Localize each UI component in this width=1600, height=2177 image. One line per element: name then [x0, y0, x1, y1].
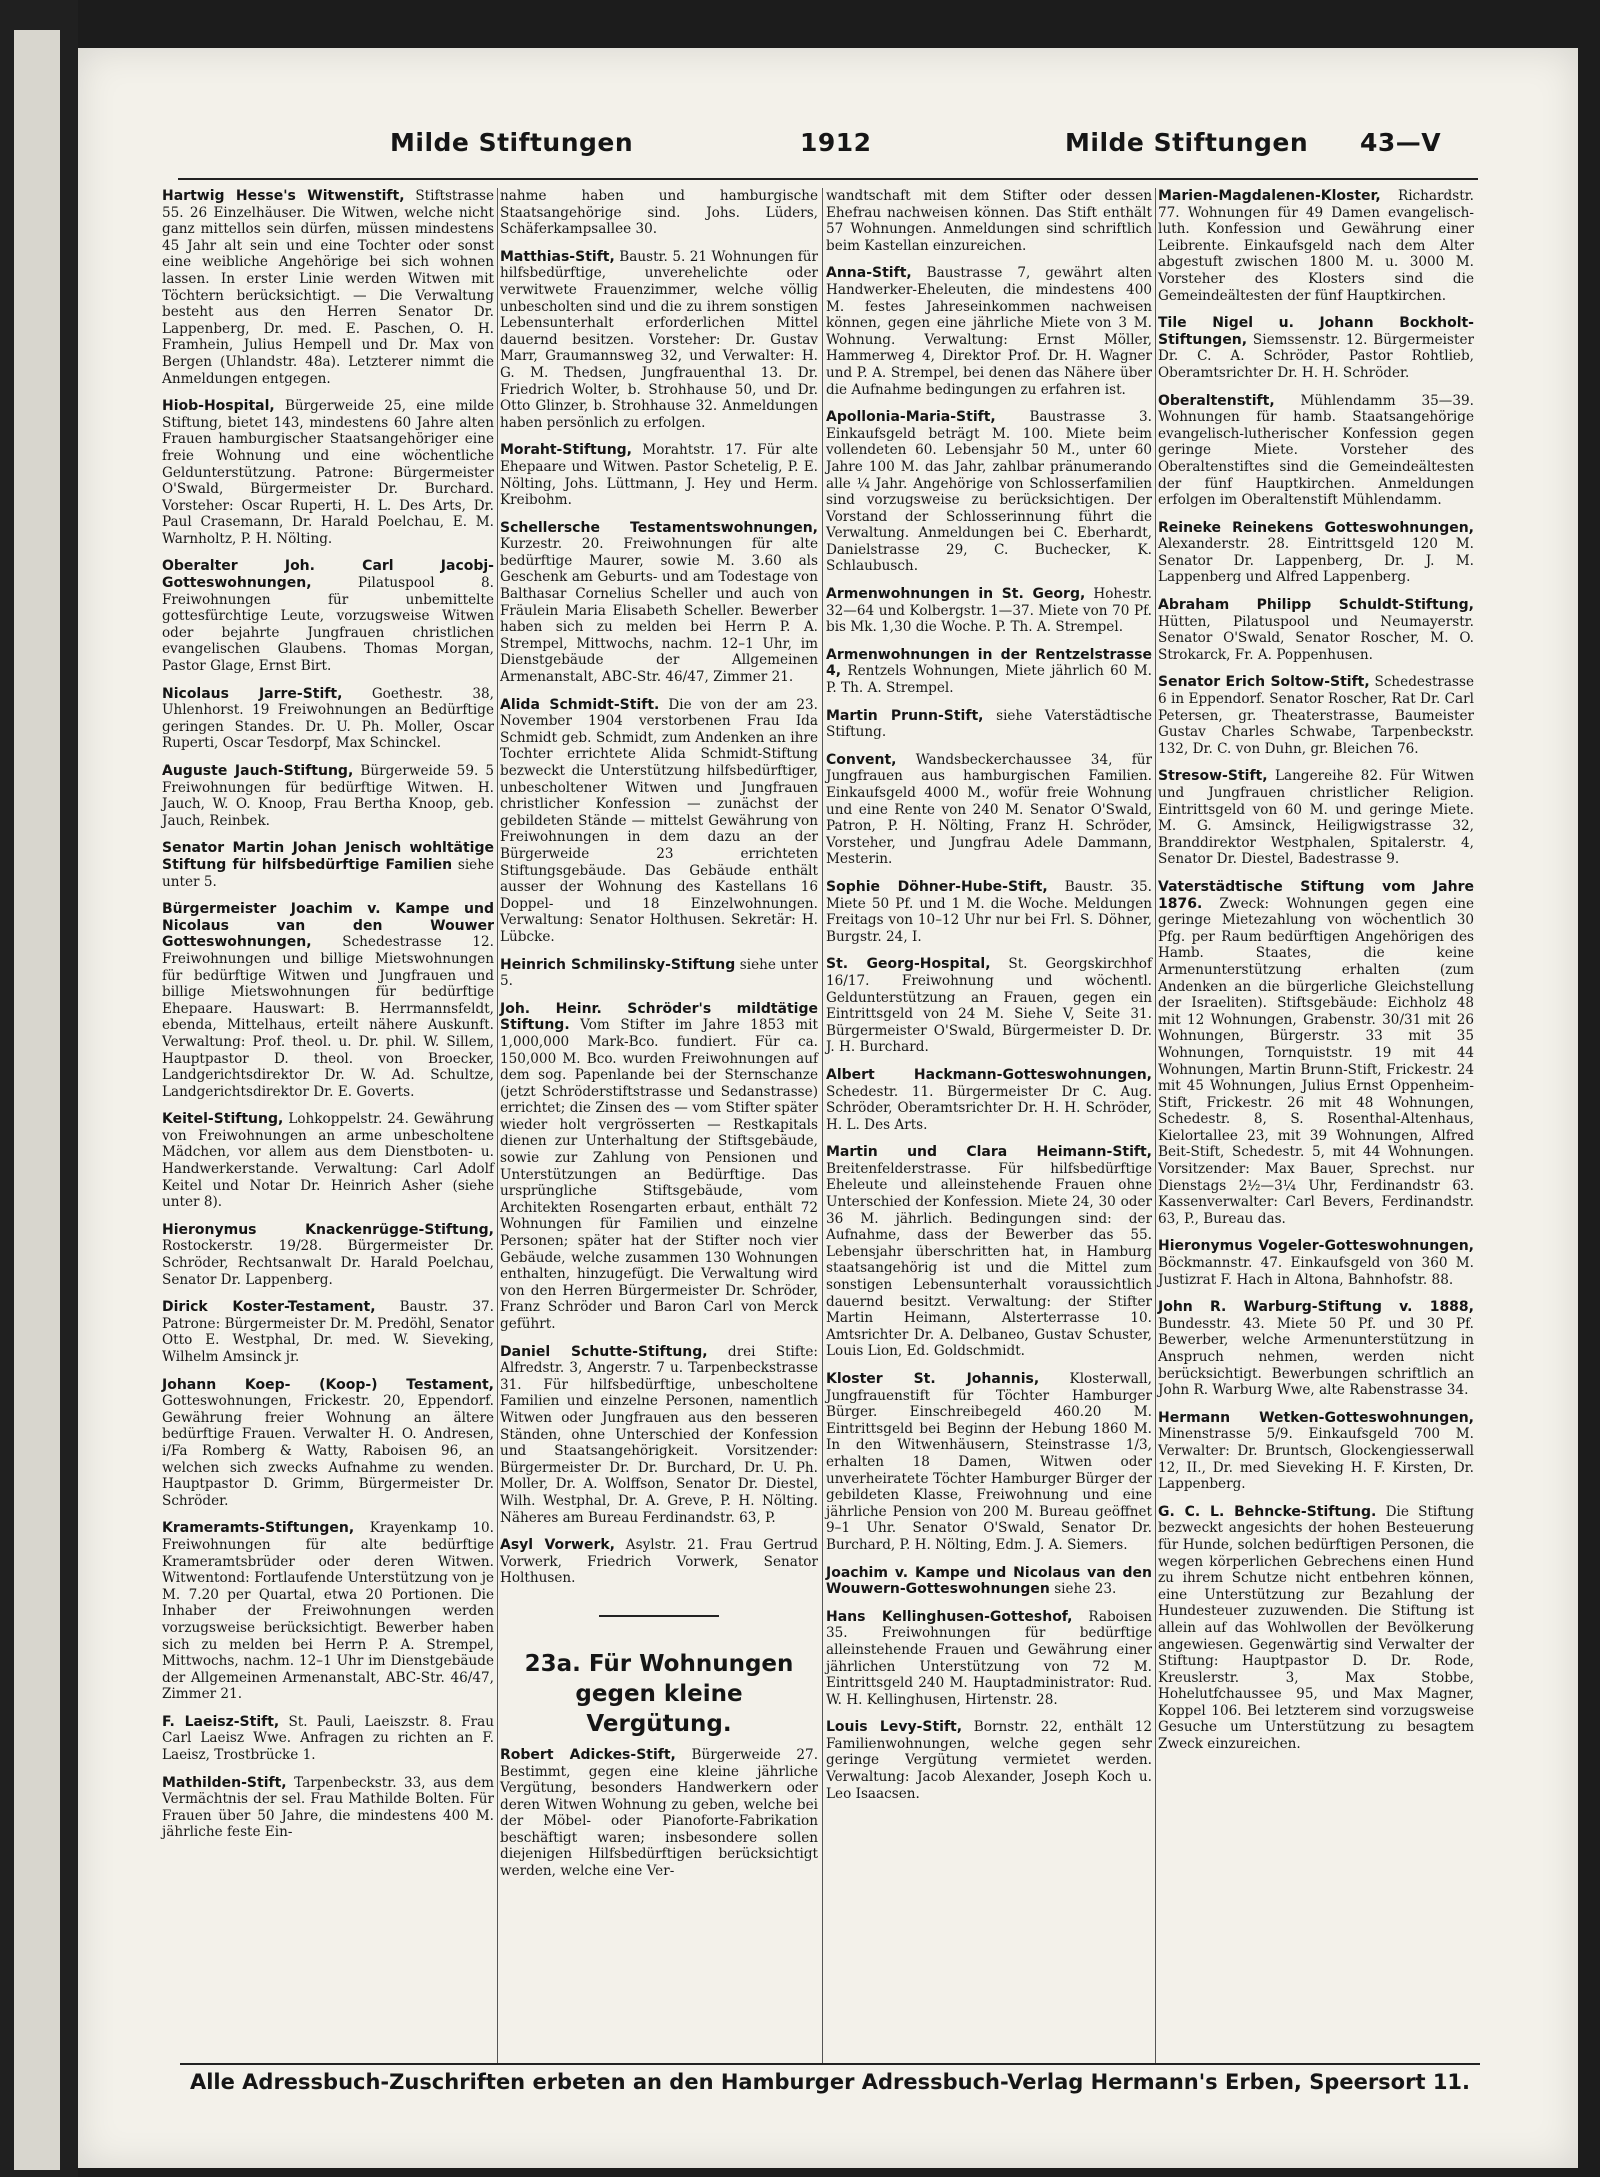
- entry-text: drei Stifte: Alfredstr. 3, Angerstr. 7 u. Tarpenbeckstrasse 31. Für hilfsbedürftige, unbescholtene Familien und einzelne Personen, namentlich Witwen oder Jungfrauen aus den besseren Ständen, ohne Unterschied der Konfession und Staatsangehörigkeit. Vorsitzender: Bürgermeister Dr. Dr. Burchard, Dr. U. Ph. Moller, Dr. A. Wolffson, Senator Dr. Diestel, Wilh. Westphal, Dr. A. Greve, P. H. Nölting. Näheres am Bureau Ferdinandstr. 63, P.: [500, 1343, 819, 1526]
- entry: [500, 520, 818, 686]
- entry-title: Senator Erich Soltow-Stift,: [1158, 674, 1370, 691]
- entry-text: Goethestr. 38, Uhlenhorst. 19 Freiwohnungen an Bedürftige geringen Standes. Dr. U. Ph. Moller, Oscar Ruperti, Oscar Tesdorpf, Max Schinckel.: [162, 685, 494, 752]
- entry-text: Bornstr. 22, enthält 12 Familienwohnungen, welche gegen sehr geringe Vergütung vermietet werden. Verwaltung: Jacob Alexander, Joseph Koch u. Leo Isaacsen.: [826, 1719, 1152, 1802]
- entry-text: Bürgerweide 59. 5 Freiwohnungen für bedürftige Witwen. H. Jauch, W. O. Knoop, Frau Bertha Knoop, geb. Jauch, Reinbek.: [162, 763, 495, 829]
- entry-text: Baustr. 5. 21 Wohnungen für hilfsbedürftige, unverehelichte oder verwitwete Frauenzimmer, welche völlig unbescholten sind und die zu ihrem sonstigen Lebensunterhalt erforderlichen Mittel dauernd besitzen. Vorsteher: Dr. Gustav Marr, Graumannsweg 32, und Verwalter: H. G. M. Thedsen, Jungfrauenthal 13. Dr. Friedrich Wolter, b. Strohhause 50, und Dr. Otto Glinzer, b. Strohhause 32. Anmeldungen haben persönlich zu erfolgen.: [500, 248, 818, 431]
- entry-text: Schedestrasse 12. Freiwohnungen und billige Mietswohnungen für bedürftige Witwen und Jungfrauen und billige Mietswohnungen für bedürftige Ehepaare. Hauswart: B. Herrmannsfeldt, ebenda, Mittelhaus, erteilt nähere Auskunft. Verwaltung: Prof. theol. u. Dr. phil. W. Sillem, Hauptpastor D. theol. von Broecker, Landgerichtsdirektor Dr. W. Ad. Schultze, Landgerichtsdirektor Dr. E. Goverts.: [162, 934, 495, 1100]
- entry-title: Moraht-Stiftung,: [500, 442, 633, 459]
- entry-text: Die von der am 23. November 1904 verstorbenen Frau Ida Schmidt geb. Schmidt, zum Andenken an ihre Tochter errichtete Alida Schmidt-Stiftung bezweckt die Unterstützung hilfsbedürftiger, unbescholtener Witwen und Jungfrauen christlicher Konfession — zunächst der gebildeten Stände — mittelst Gewährung von Freiwohnungen in dem dazu an der Bürgerweide 23 errichteten Stiftungsgebäude. Das Gebäude enthält ausser der Wohnung des Kastellans 16 Doppel- und 18 Einzelwohnungen. Verwaltung: Senator Holthusen. Sekretär: H. Lübcke.: [500, 696, 818, 945]
- entry-text: Hütten, Pilatuspool und Neumayerstr. Senator O'Swald, Senator Roscher, M. O. Strokarck, Fr. A. Poppenhusen.: [1158, 613, 1474, 663]
- entry-text: Baustr. 35. Miete 50 Pf. und 1 M. die Woche. Meldungen Freitags von 10–12 Uhr nur bei Frl. S. Döhner, Burgstr. 24, I.: [826, 878, 1152, 945]
- entry-title: Stresow-Stift,: [1158, 768, 1268, 785]
- entry-title: Nicolaus Jarre-Stift,: [162, 685, 343, 702]
- entry: [162, 1299, 494, 1365]
- adjacent-page-sliver: [14, 30, 60, 2170]
- entry-title: Auguste Jauch-Stiftung,: [162, 763, 354, 779]
- header-right: Milde Stiftungen: [1065, 128, 1309, 157]
- entry-title: Armenwohnungen in der Rentzelstrasse 4,: [826, 646, 1152, 680]
- entry-text: St. Pauli, Laeiszstr. 8. Frau Carl Laeisz Wwe. Anfragen zu richten an F. Laeisz, Trostbrücke 1.: [162, 1713, 495, 1764]
- entry-text: Bürgerweide 25, eine milde Stiftung, bietet 143, mindestens 60 Jahre alten Frauen hamburgischer Staatsangehöriger eine freie Wohnung und eine wöchentliche Geldunterstützung. Patrone: Bürgermeister O'Swald, Bürgermeister Dr. Burchard. Vorsteher: Oscar Ruperti, H. L. Des Arts, Dr. Paul Crasemann, Dr. Harald Poelchau, E. M. Warnholtz, P. H. Nölting.: [162, 398, 494, 547]
- entry-title: Convent,: [826, 751, 897, 768]
- entry: [1158, 1504, 1474, 1753]
- entry-text: Schedestr. 11. Bürgermeister Dr C. Aug. Schröder, Oberamtsrichter Dr. H. H. Schröder, H. L. Des Arts.: [826, 1083, 1152, 1133]
- entry-title: Kloster St. Johannis,: [826, 1371, 1040, 1387]
- entry-text: siehe 23.: [1054, 1581, 1117, 1598]
- entry-text: Rostockerstr. 19/28. Bürgermeister Dr. Schröder, Rechtsanwalt Dr. Harald Poelchau, Senator Dr. Lappenberg.: [162, 1238, 494, 1288]
- entry: [500, 1747, 818, 1880]
- entry-text: Raboisen 35. Freiwohnungen für bedürftige alleinstehende Frauen und Gewährung einer jährlichen Unterstützung von 72 M. Eintrittsgeld 240 M. Hauptadministrator: Rud. W. H. Kellinghusen, Hirtenstr. 28.: [826, 1608, 1152, 1708]
- entry-text: Minenstrasse 5/9. Einkaufsgeld 700 M. Verwalter: Dr. Bruntsch, Glockengiesserwall 12, II., Dr. med Sieveking H. F. Kirsten, Dr. Lappenberg.: [1158, 1426, 1474, 1493]
- entry-title: Hartwig Hesse's Witwenstift,: [162, 188, 405, 204]
- entry: [826, 879, 1152, 945]
- entry: [826, 188, 1152, 254]
- entry: [162, 1775, 494, 1841]
- entry-text: Tarpenbeckstr. 33, aus dem Vermächtnis der sel. Frau Mathilde Bolten. Für Frauen über 50 Jahre, die mindestens 400 M. jährliche feste Ein-: [162, 1774, 495, 1841]
- entry: [826, 647, 1152, 697]
- entry-title: Mathilden-Stift,: [162, 1774, 287, 1791]
- header-page-number: 43—V: [1360, 128, 1442, 157]
- entry-text: Vom Stifter im Jahre 1853 mit 1,000,000 Mark-Bco. fundiert. Für ca. 150,000 M. Bco. wurden Freiwohnungen auf dem sog. Papenlande bei der Sternschanze (jetzt Schröderstiftstrasse und Sedanstrasse) errichtet; die Zinsen des — vom Stifter später wieder holt vergrösserten — Restkapitals dienen zur Unterhaltung der Stiftsgebäude, sowie zur Zahlung von Pensionen und Unterstützungen an Bedürftige. Das ursprüngliche Stiftsgebäude, vom Architekten Rosengarten erbaut, enthält 72 Wohnungen für Familien und einzelne Personen; später hat der Stifter noch vier Gebäude, welche zusammen 130 Wohnungen enthalten, hinzugefügt. Die Verwaltung wird von den Herren Bürgermeister Dr. Schröder, Franz Schröder und Baron Carl von Merck geführt.: [500, 1017, 818, 1332]
- entry-title: Hieronymus Vogeler-Gotteswohnungen,: [1158, 1238, 1474, 1255]
- entry: [162, 1714, 494, 1764]
- entry-text: Zweck: Wohnungen gegen eine geringe Mietezahlung von wöchentlich 30 Pfg. per Raum bedürftigen Angehörigen des Hamb. Staates, die keine Armenunterstützung erhalten (zum Andenken an die bürgerliche Gleichstellung der Israeliten). Stiftsgebäude: Eichholz 48 mit 12 Wohnungen, Grabenstr. 30/31 mit 26 Wohnungen, Bürgerstr. 33 mit 35 Wohnungen, Tornquiststr. 19 mit 44 Wohnungen, Martin Brunn-Stift, Frickestr. 24 mit 45 Wohnungen, Julius Ernst Oppenheim-Stift, Frickestr. 26 mit 48 Wohnungen, Schedestr. 8, S. Rosenthal-Altenhaus, Kielortallee 23, mit 39 Wohnungen, Alfred Beit-Stift, Schedestr. 5, mit 44 Wohnungen. Vorsitzender: Max Bauer, Sprechst. nur Dienstags 2½—3¼ Uhr, Ferdinandstr 63. Kassenverwalter: Carl Bevers, Ferdinandstr. 63, P., Bureau das.: [1158, 895, 1475, 1227]
- adjacent-page-edge: [0, 0, 78, 2177]
- entry-title: St. Georg-Hospital,: [826, 956, 991, 973]
- entry-title: Hiob-Hospital,: [162, 398, 275, 415]
- entry: [1158, 879, 1474, 1227]
- entry-text: Rentzels Wohnungen, Miete jährlich 60 M. P. Th. A. Strempel.: [826, 663, 1152, 697]
- entry-title: Tile Nigel u. Johann Bockholt-Stiftungen,: [1158, 315, 1474, 348]
- entry-title: G. C. L. Behncke-Stiftung.: [1158, 1503, 1377, 1520]
- entry: [500, 1344, 818, 1527]
- entry-title: Joh. Heinr. Schröder's mildtätige Stiftung.: [500, 1000, 818, 1034]
- entry-text: Baustr. 37. Patrone: Bürgermeister Dr. M. Predöhl, Senator Otto E. Westphal, Dr. med. W. Sieveking, Wilhelm Amsinck jr.: [162, 1299, 494, 1365]
- entry: [826, 409, 1152, 575]
- entry: [500, 697, 818, 946]
- entry: [826, 1371, 1152, 1554]
- page-header: [110, 128, 1490, 168]
- entry: [162, 398, 494, 547]
- entry-title: Robert Adickes-Stift,: [500, 1746, 676, 1763]
- page-footer: Alle Adressbuch-Zuschriften erbeten an den Hamburger Adressbuch-Verlag Hermann's Erben, Speersort 11.: [189, 2070, 1471, 2094]
- entry: [826, 956, 1152, 1056]
- entry-title: Albert Hackmann-Gotteswohnungen,: [826, 1066, 1152, 1083]
- entry-text: Bürgerweide 27. Bestimmt, gegen eine kleine jährliche Vergütung, besonders Handwerkern oder deren Witwen Wohnung zu geben, welche bei der Möbel- oder Pianoforte-Fabrikation beschäftigt waren; insbesondere sollen diejenigen Hilfsbedürftigen berücksichtigt werden, welche eine Ver-: [500, 1746, 819, 1880]
- footer-rule: [180, 2063, 1480, 2065]
- entry-title: Sophie Döhner-Hube-Stift,: [826, 878, 1048, 895]
- entry-title: Asyl Vorwerk,: [500, 1537, 615, 1554]
- column-divider: [1155, 188, 1156, 2063]
- entry-title: Reineke Reinekens Gotteswohnungen,: [1158, 519, 1474, 536]
- entry-text: Böckmannstr. 47. Einkaufsgeld von 360 M. Justizrat F. Hach in Altona, Bahnhofstr. 88.: [1158, 1255, 1474, 1288]
- entry-title: Krameramts-Stiftungen,: [162, 1520, 355, 1537]
- entry-text: Schedestrasse 6 in Eppendorf. Senator Roscher, Rat Dr. Carl Petersen, gr. Theaterstrasse, Baumeister Gustav Charles Schwabe, Tarpenbeckstr. 132, Dr. C. von Duhn, gr. Bleichen 76.: [1158, 674, 1475, 757]
- entry: [162, 1111, 494, 1211]
- entry: [162, 763, 494, 829]
- entry-text: Lohkoppelstr. 24. Gewährung von Freiwohnungen an arme unbescholtene Mädchen, vor allem aus dem Dienstboten- u. Handwerkerstande. Verwaltung: Carl Adolf Keitel und Notar Dr. Heinrich Asher (siehe unter 8).: [162, 1111, 494, 1211]
- entry-text: siehe unter 5.: [500, 956, 818, 990]
- entry-text: Gotteswohnungen, Frickestr. 20, Eppendorf. Gewährung freier Wohnung an ältere bedürftige Frauen. Verwalter H. O. Andresen, i/Fa Romberg & Watty, Raboisen 96, an welchen sich zwecks Aufnahme zu wenden. Hauptpastor D. Grimm, Bürgermeister Dr. Schröder.: [162, 1393, 494, 1509]
- entry-text: nahme haben und hamburgische Staatsangehörige sind. Johs. Lüders, Schäferkampsallee 30.: [500, 188, 818, 238]
- entry: [826, 1609, 1152, 1709]
- entry-title: F. Laeisz-Stift,: [162, 1713, 280, 1730]
- entry-title: John R. Warburg-Stiftung v. 1888,: [1158, 1299, 1474, 1316]
- entry-title: Hans Kellinghusen-Gotteshof,: [826, 1608, 1073, 1625]
- entry: [826, 1719, 1152, 1802]
- entry: [500, 1001, 818, 1333]
- entry-title: Matthias-Stift,: [500, 248, 615, 265]
- entry: [500, 1537, 818, 1587]
- entry-title: Johann Koep- (Koop-) Testament,: [162, 1376, 494, 1393]
- entry: [500, 442, 818, 508]
- entry-text: St. Georgskirchhof 16/17. Freiwohnung und wöchentl. Geldunterstützung an Frauen, gegen ein Eintrittsgeld von 24 M. Siehe V, Seite 31. Bürgermeister O'Swald, Bürgermeister D. Dr. J. H. Burchard.: [826, 956, 1152, 1056]
- entry-text: Baustrasse 3. Einkaufsgeld beträgt M. 100. Miete beim vollendeten 60. Lebensjahr 50 M., unter 60 Jahre 100 M. das Jahr, zahlbar pränumerando alle ¼ Jahr. Angehörige von Schlosserfamilien sind vorzugsweise zu berücksichtigen. Der Vorstand der Schlosserinnung führt die Verwaltung. Anmeldungen bei C. Eberhardt, Danielstrasse 29, C. Buchecker, K. Schlaubusch.: [826, 409, 1152, 575]
- entry-title: Daniel Schutte-Stiftung,: [500, 1343, 708, 1360]
- entry-title: Martin und Clara Heimann-Stift,: [826, 1144, 1152, 1161]
- entry: [826, 752, 1152, 868]
- entry-text: Krayenkamp 10. Freiwohnungen für alte bedürftige Krameramtsbrüder oder deren Witwen. Witwentond: Fortlaufende Unterstützung von je M. 7.20 per Quartal, etwa 20 Portionen. Die Inhaber der Freiwohnungen werden vorzugsweise berücksichtigt. Bewerber haben sich zu melden bei Herrn P. A. Strempel, Mittwochs, nachm. 12–1 Uhr im Dienstgebäude der Allgemeinen Armenanstalt, ABC-Str. 46/47, Zimmer 21.: [162, 1520, 494, 1703]
- entry-text: Bundesstr. 43. Miete 50 Pf. und 30 Pf. Bewerber, welche Armenunterstützung in Anspruch nehmen, werden nicht berücksichtigt. Bewerbungen schriftlich an John R. Warburg Wwe, alte Rabenstrasse 34.: [1158, 1315, 1474, 1399]
- entry-text: Alexanderstr. 28. Eintrittsgeld 120 M. Senator Dr. Lappenberg, Dr. J. M. Lappenberg und Alfred Lappenberg.: [1158, 536, 1474, 586]
- entry-title: Hermann Wetken-Gotteswohnungen,: [1158, 1409, 1474, 1426]
- entry: [1158, 520, 1474, 586]
- column-2: [500, 188, 818, 1891]
- entry-text: Mühlendamm 35—39. Wohnungen für hamb. Staatsangehörige evangelisch-lutherischer Konfession gegen geringe Miete. Vorsteher des Oberaltenstiftes sind die Gemeindeältesten der fünf Hauptkirchen. Anmeldungen erfolgen im Oberaltenstift Mühlendamm.: [1158, 392, 1475, 509]
- entry-text: Kurzestr. 20. Freiwohnungen für alte bedürftige Maurer, sowie M. 3.60 als Geschenk am Geburts- und am Todestage von Balthasar Cornelius Scheller und auch von Fräulein Maria Elisabeth Scheller. Bewerber haben sich zu melden bei Herrn P. A. Strempel, Mittwochs, nachm. 12–1 Uhr, im Dienstgebäude der Allgemeinen Armenanstalt, ABC-Str. 46/47, Zimmer 21.: [500, 536, 818, 686]
- entry-title: Bürgermeister Joachim v. Kampe und Nicolaus van den Wouwer Gotteswohnungen,: [162, 901, 494, 951]
- entry-text: wandtschaft mit dem Stifter oder dessen Ehefrau nachweisen können. Das Stift enthält 57 Wohnungen. Anmeldungen sind schriftlich beim Kastellan einzureichen.: [826, 188, 1152, 254]
- entry: [826, 708, 1152, 741]
- column-4: [1158, 188, 1474, 1764]
- entry: [500, 957, 818, 990]
- entry-title: Martin Prunn-Stift,: [826, 707, 984, 724]
- entry-text: Pilatuspool 8. Freiwohnungen für unbemittelte gottesfürchtige Leute, vorzugsweise Witwen oder bejahrte Jungfrauen christlichen evangelischen Glaubens. Thomas Morgan, Pastor Glage, Ernst Birt.: [162, 575, 494, 675]
- entry-title: Abraham Philipp Schuldt-Stiftung,: [1158, 597, 1474, 614]
- entry: [826, 1144, 1152, 1360]
- entry: [1158, 393, 1474, 509]
- entry-title: Armenwohnungen in St. Georg,: [826, 586, 1086, 603]
- entry: [500, 188, 818, 238]
- header-left: Milde Stiftungen: [390, 128, 634, 157]
- column-divider: [497, 188, 498, 2063]
- entry-text: siehe unter 5.: [162, 856, 495, 890]
- entry: [162, 1377, 494, 1510]
- entry: [826, 586, 1152, 636]
- column-divider: [822, 188, 823, 2063]
- entry-text: siehe Vaterstädtische Stiftung.: [826, 707, 1152, 741]
- entry: [162, 686, 494, 752]
- header-rule: [178, 178, 1478, 180]
- entry-title: Schellersche Testamentswohnungen,: [500, 519, 818, 536]
- entry: [500, 249, 818, 432]
- entry: [1158, 1410, 1474, 1493]
- entry-text: Stiftstrasse 55. 26 Einzelhäuser. Die Witwen, welche nicht ganz mittellos sein dürfen, müssen mindestens 45 Jahr alt sein und eine Tochter oder sonst eine weibliche Angehörige bei sich wohnen lassen. In erster Linie werden Witwen mit Töchtern berücksichtigt. — Die Verwaltung besteht aus den Herren Senator Dr. Lappenberg, Dr. med. E. Paschen, O. H. Framhein, Julius Hempell und Dr. Max von Bergen (Uhlandstr. 48a). Letzterer nimmt die Anmeldungen entgegen.: [162, 188, 494, 387]
- entry: [1158, 597, 1474, 663]
- entry: [162, 840, 494, 890]
- entry-text: Baustrasse 7, gewährt alten Handwerker-Eheleuten, die mindestens 400 M. festes Jahreseinkommen nachweisen können, gegen eine jährliche Miete von 3 M. Wohnung. Verwaltung: Ernst Möller, Hammerweg 4, Direktor Prof. Dr. H. Wagner und P. A. Strempel, bei denen das Nähere über die Aufnahme bedingungen zu erfahren ist.: [826, 265, 1152, 398]
- entry-text: Richardstr. 77. Wohnungen für 49 Damen evangelisch-luth. Konfession und Gewährung einer Leibrente. Einkaufsgeld nach dem Alter abgestuft zwischen 1800 M. u. 3000 M. Vorsteher des Klosters sind die Gemeindeältesten der fünf Hauptkirchen.: [1158, 188, 1474, 304]
- column-3: [826, 188, 1152, 1813]
- entry: [1158, 1299, 1474, 1399]
- entry-text: Klosterwall, Jungfrauenstift für Töchter Hamburger Bürger. Einschreibegeld 460.20 M. Eintrittsgeld bei Beginn der Hebung 1860 M. In den Witwenhäusern, Steinstrasse 1/3, erhalten 18 Damen, Witwen oder unverheiratete Töchter Hamburger Bürger der gebildeten Klasse, Freiwohnung und eine jährliche Pension von 200 M. Bureau geöffnet 9–1 Uhr. Senator O'Swald, Senator Dr. Burchard, P. H. Nölting, Edm. J. A. Siemers.: [826, 1371, 1152, 1553]
- entry-title: Alida Schmidt-Stift.: [500, 696, 660, 713]
- entry: [162, 1520, 494, 1703]
- entry: [1158, 188, 1474, 304]
- entry-title: Heinrich Schmilinsky-Stiftung: [500, 956, 736, 973]
- entry: [1158, 315, 1474, 381]
- entry: [1158, 768, 1474, 868]
- section-rule: [599, 1615, 719, 1617]
- entry: [826, 265, 1152, 398]
- entry-title: Hieronymus Knackenrügge-Stiftung,: [162, 1221, 494, 1238]
- section-heading: 23a. Für Wohnungen gegen kleine Vergütung.: [524, 1650, 794, 1737]
- entry-text: Wandsbeckerchaussee 34, für Jungfrauen aus hamburgischen Familien. Einkaufsgeld 4000 M., wofür freie Wohnung und eine Rente von 240 M. Senator O'Swald, Patron, P. H. Nölting, Franz H. Schröder, Vorsteher, und Jungfrau Adele Dammann, Mesterin.: [826, 751, 1152, 868]
- entry: [162, 558, 494, 674]
- entry-title: Dirick Koster-Testament,: [162, 1299, 376, 1316]
- entry-title: Oberaltenstift,: [1158, 392, 1275, 409]
- entry-title: Senator Martin Johan Jenisch wohltätige Stiftung für hilfsbedürftige Familien: [162, 840, 494, 873]
- entry-title: Apollonia-Maria-Stift,: [826, 409, 996, 426]
- header-year: 1912: [800, 128, 872, 157]
- entry: [162, 1222, 494, 1288]
- entry-title: Oberalter Joh. Carl Jacobj-Gotteswohnungen,: [162, 558, 494, 592]
- entry: [162, 901, 494, 1100]
- entry-text: Die Stiftung bezweckt angesichts der hohen Besteuerung für Hunde, solchen bedürftigen Personen, die wegen körperlichen Gebrechens einen Hund zu ihrem Schutze nicht entbehren können, eine Unterstützung zur Bezahlung der Hundesteuer zuzuwenden. Die Stiftung ist allein auf das Wohlwollen der Bevölkerung angewiesen. Gegenwärtig sind Verwalter der Stiftung: Hauptpastor D. Dr. Rode, Kreuslerstr. 3, Max Stobbe, Hohelutfchaussee 95, und Max Magner, Koppel 106. Bei letzterem sind vorzugsweise Gesuche um Unterstützung zu besagtem Zweck einzureichen.: [1158, 1503, 1474, 1753]
- entry-text: Asylstr. 21. Frau Gertrud Vorwerk, Friedrich Vorwerk, Senator Holthusen.: [500, 1537, 818, 1587]
- entry-text: Hohestr. 32—64 und Kolbergstr. 1—37. Miete von 70 Pf. bis Mk. 1,30 die Woche. P. Th. A. Strempel.: [826, 586, 1152, 636]
- entry-text: Langereihe 82. Für Witwen und Jungfrauen christlicher Religion. Eintrittsgeld von 60 M. und geringe Miete. M. G. Amsinck, Heiligwigstrasse 32, Branddirektor Westphalen, Spitalerstr. 4, Senator Dr. Diestel, Badestrasse 9.: [1158, 768, 1474, 868]
- entry: [826, 1565, 1152, 1598]
- entry-title: Keitel-Stiftung,: [162, 1111, 284, 1128]
- entry-title: Louis Levy-Stift,: [826, 1719, 963, 1736]
- entry-title: Joachim v. Kampe und Nicolaus van den Wouwern-Gotteswohnungen: [826, 1564, 1152, 1598]
- entry: [826, 1067, 1152, 1133]
- entry-text: Morahtstr. 17. Für alte Ehepaare und Witwen. Pastor Schetelig, P. E. Nölting, Johs. Lüttmann, J. Hey und Herm. Kreibohm.: [500, 442, 818, 509]
- entry-title: Vaterstädtische Stiftung vom Jahre 1876.: [1158, 878, 1474, 912]
- entry: [1158, 1238, 1474, 1288]
- entry: [1158, 674, 1474, 757]
- entry: [162, 188, 494, 387]
- entry-title: Marien-Magdalenen-Kloster,: [1158, 188, 1381, 204]
- entry-title: Anna-Stift,: [826, 265, 912, 282]
- entry-text: Breitenfelderstrasse. Für hilfsbedürftige Eheleute und alleinstehende Frauen ohne Unterschied der Konfession. Miete 24, 30 oder 36 M. jährlich. Bedingungen sind: der Aufnahme, dass der Bewerber das 55. Lebensjahr überschritten hat, in Hamburg staatsangehörig ist und die Mittel zum sonstigen Lebensunterhalt voraussichtlich dauernd besitzt. Verwaltung: der Stifter Martin Heimann, Alsterterrasse 10. Amtsrichter Dr. A. Delbaneo, Gustav Schuster, Louis Lion, Ed. Goldschmidt.: [826, 1160, 1152, 1360]
- column-1: [162, 188, 494, 1852]
- entry-text: Siemssenstr. 12. Bürgermeister Dr. C. A. Schröder, Pastor Rohtlieb, Oberamtsrichter Dr. H. H. Schröder.: [1158, 331, 1474, 381]
